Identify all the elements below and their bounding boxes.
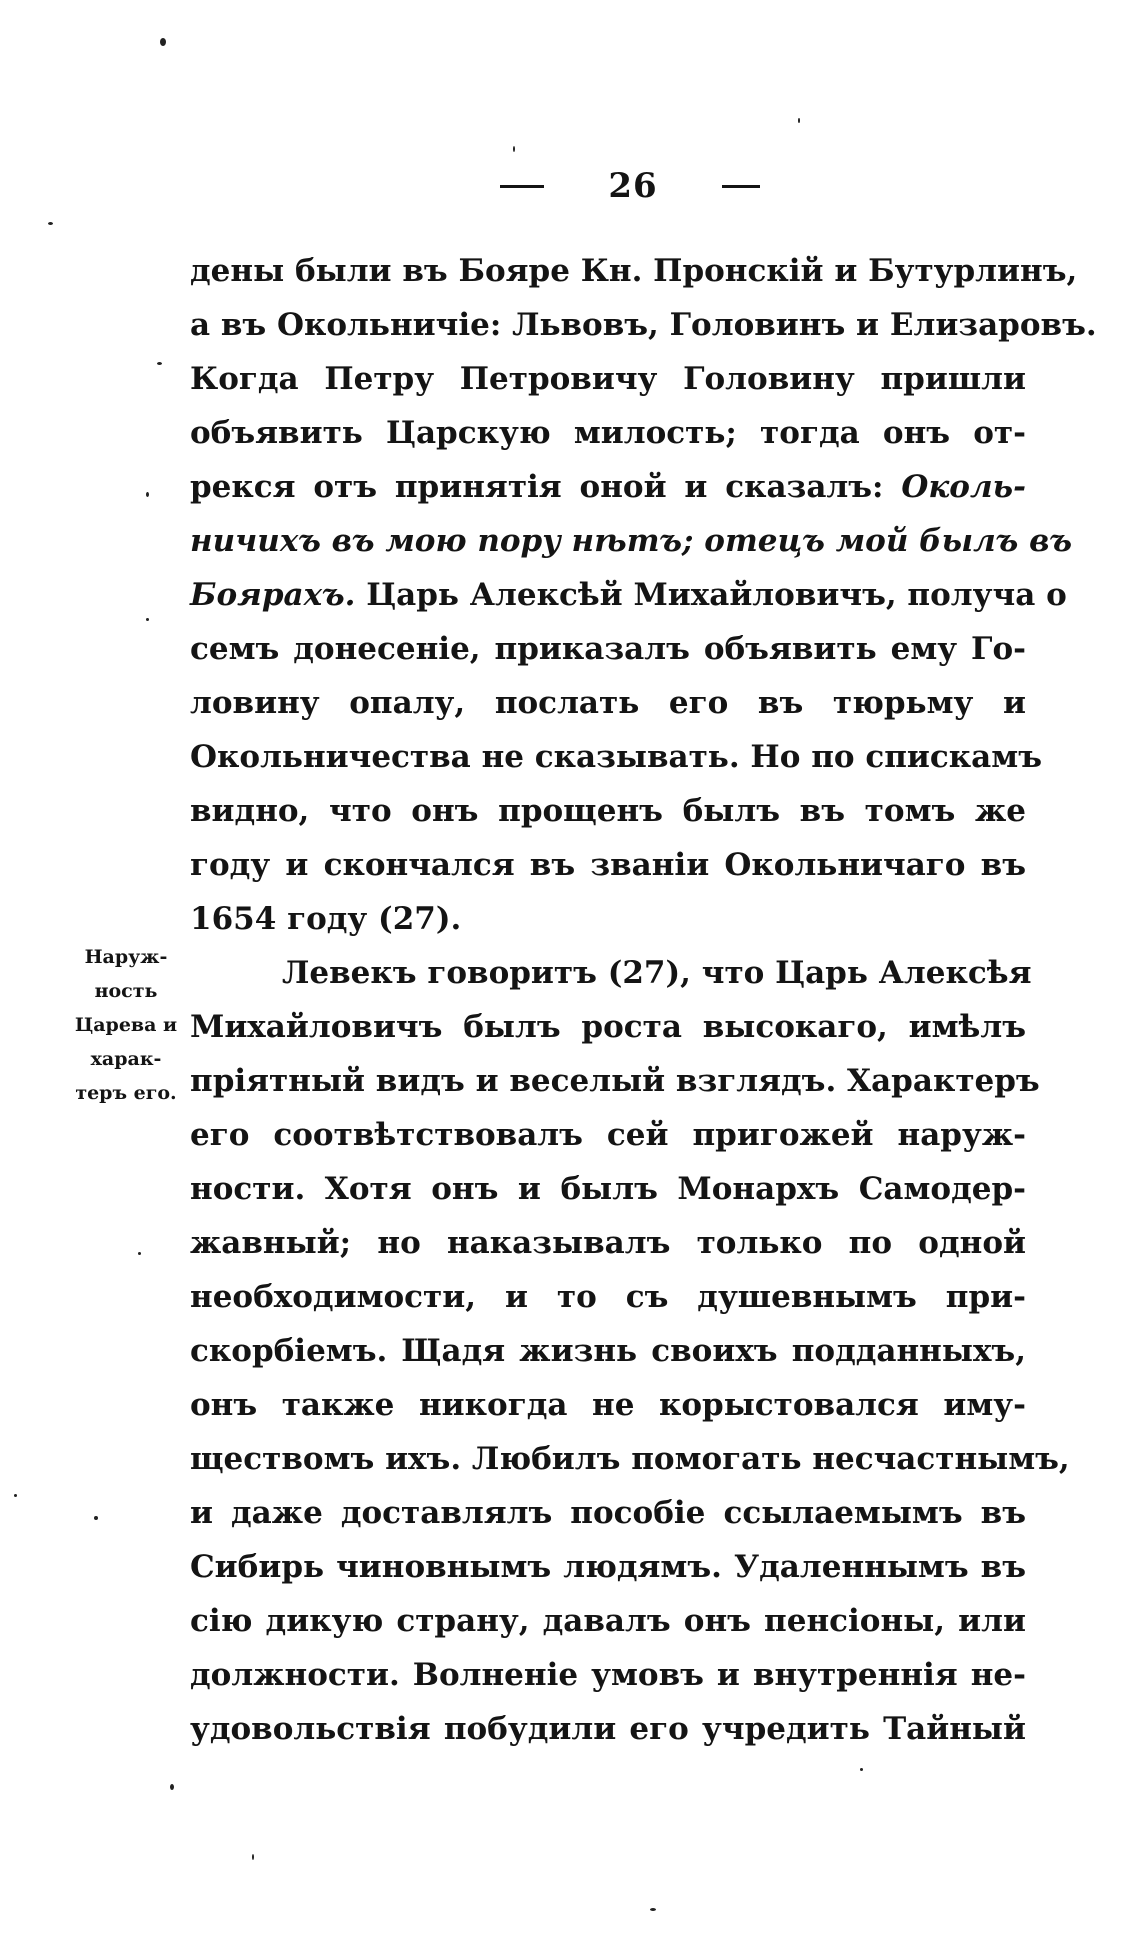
text-line: ловину опалу, послать его въ тюрьму и bbox=[190, 685, 1026, 721]
text-line: скорбіемъ. Щадя жизнь своихъ подданныхъ, bbox=[190, 1333, 1026, 1369]
scan-speck bbox=[860, 1768, 863, 1771]
margin-note-line: ность bbox=[94, 980, 158, 1002]
text-line: его соотвѣтствовалъ сей пригожей наруж- bbox=[190, 1117, 1026, 1153]
text-line: Окольничества не сказывать. Но по спискамъ bbox=[190, 739, 1042, 775]
text-line bbox=[190, 460, 1026, 514]
text-line: и даже доставлялъ пособіе ссылаемымъ въ bbox=[190, 1495, 1026, 1531]
text-line: объявить Царскую милость; тогда онъ от- bbox=[190, 415, 1026, 451]
text-line bbox=[190, 568, 1067, 622]
scan-speck bbox=[798, 118, 800, 123]
text-line: ществомъ ихъ. Любилъ помогать несчастнымъ, bbox=[190, 1441, 1070, 1477]
scan-speck bbox=[157, 362, 162, 365]
text-line: Когда Петру Петровичу Головину пришли bbox=[190, 361, 1026, 397]
margin-note-line: харак- bbox=[90, 1048, 162, 1070]
text-line: пріятный видъ и веселый взглядъ. Характеръ bbox=[190, 1063, 1040, 1099]
scan-speck bbox=[146, 492, 149, 497]
text-line: ничихъ въ мою пору нѣтъ; отецъ мой былъ въ bbox=[190, 523, 1073, 559]
header-dash-right bbox=[722, 185, 760, 188]
page-header bbox=[500, 158, 760, 214]
scan-speck bbox=[513, 146, 515, 152]
margin-note bbox=[56, 940, 196, 1110]
scan-speck bbox=[48, 222, 53, 225]
text-line: году и скончался въ званіи Окольничаго въ bbox=[190, 847, 1026, 883]
text-fragment: рекся отъ принятія оной и сказалъ: bbox=[190, 469, 884, 505]
margin-note-line: Царева и bbox=[74, 1014, 178, 1036]
margin-note-line: Наруж- bbox=[84, 946, 168, 968]
text-line: а въ Окольничіе: Львовъ, Головинъ и Елизаровъ. bbox=[190, 307, 1097, 343]
text-line: семъ донесеніе, приказалъ объявить ему Го- bbox=[190, 631, 1026, 667]
text-line: необходимости, и то съ душевнымъ при- bbox=[190, 1279, 1026, 1315]
text-line: 1654 году (27). bbox=[190, 901, 462, 937]
scan-speck bbox=[650, 1908, 656, 1911]
scan-speck bbox=[94, 1516, 98, 1520]
scan-speck bbox=[160, 38, 166, 46]
header-dash-left bbox=[500, 185, 544, 188]
text-line: Михайловичъ былъ роста высокаго, имѣлъ bbox=[190, 1009, 1026, 1045]
text-line: должности. Волненіе умовъ и внутреннія не- bbox=[190, 1657, 1026, 1693]
text-line: Левекъ говоритъ (27), что Царь Алексѣя bbox=[282, 955, 1032, 991]
text-line: видно, что онъ прощенъ былъ въ томъ же bbox=[190, 793, 1026, 829]
scan-speck bbox=[138, 1252, 141, 1255]
text-line: сію дикую страну, давалъ онъ пенсіоны, или bbox=[190, 1603, 1026, 1639]
text-line: ности. Хотя онъ и былъ Монархъ Самодер- bbox=[190, 1171, 1026, 1207]
text-line: жавный; но наказывалъ только по одной bbox=[190, 1225, 1026, 1261]
scan-speck bbox=[146, 618, 149, 621]
text-line: онъ также никогда не корыстовался иму- bbox=[190, 1387, 1026, 1423]
text-line: удовольствія побудили его учредить Тайный bbox=[190, 1711, 1026, 1747]
italic-fragment: Боярахъ. bbox=[190, 577, 356, 613]
text-line: дены были въ Бояре Кн. Пронскій и Бутурлинъ, bbox=[190, 253, 1078, 289]
text-fragment: Царь Алексѣй Михайловичъ, получа о bbox=[366, 577, 1067, 613]
scan-speck bbox=[170, 1784, 174, 1790]
scan-speck bbox=[14, 1494, 17, 1497]
body-text bbox=[190, 244, 1097, 1756]
italic-fragment: Околь- bbox=[901, 469, 1026, 505]
page-number: 26 bbox=[608, 166, 658, 206]
text-line: Сибирь чиновнымъ людямъ. Удаленнымъ въ bbox=[190, 1549, 1026, 1585]
margin-note-line: теръ его. bbox=[75, 1082, 177, 1104]
scan-speck bbox=[252, 1854, 254, 1860]
